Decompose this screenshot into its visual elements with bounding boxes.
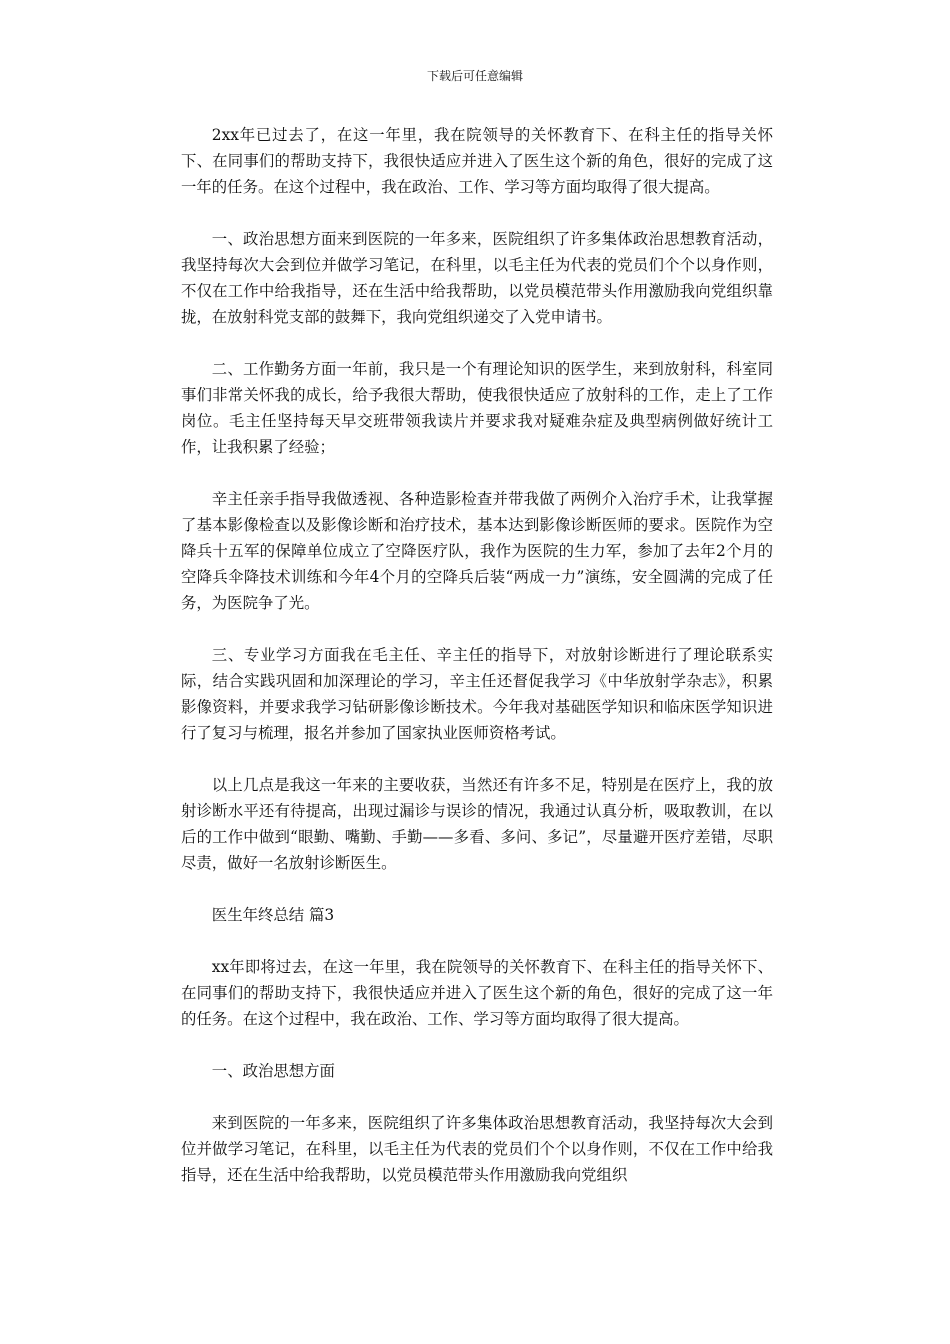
section-title: 医生年终总结 篇3 [211,906,335,924]
paragraph-2: 一、政治思想方面来到医院的一年多来，医院组织了许多集体政治思想教育活动，我坚持每次大会到位并做学习笔记，在科里，以毛主任为代表的党员们个个以身作则，不仅在工作中给我指导，还在生活中给我帮助，以党员模范带头作用激励我向党组织靠拢，在放射科党支部的鼓舞下，我向党组织递交了入党申请书。 [181,230,773,326]
paragraph-6: 以上几点是我这一年来的主要收获，当然还有许多不足，特别是在医疗上，我的放射诊断水平还有待提高，出现过漏诊与误诊的情况，我通过认真分析，吸取教训，在以后的工作中做到“眼勤、嘴勤、手勤——多看、多问、多记”，尽量避开医疗差错，尽职尽责，做好一名放射诊断医生。 [181,776,773,872]
paragraph-3: 二、工作勤务方面一年前，我只是一个有理论知识的医学生，来到放射科，科室同事们非常关怀我的成长，给予我很大帮助，使我很快适应了放射科的工作，走上了工作岗位。毛主任坚持每天早交班带领我读片并要求我对疑难杂症及典型病例做好统计工作，让我积累了经验； [181,360,773,456]
paragraph-1: 2xx年已过去了，在这一年里，我在院领导的关怀教育下、在科主任的指导关怀下、在同事们的帮助支持下，我很快适应并进入了医生这个新的角色，很好的完成了这一年的任务。在这个过程中，我在政治、工作、学习等方面均取得了很大提高。 [181,126,773,196]
paragraph-7: xx年即将过去，在这一年里，我在院领导的关怀教育下、在科主任的指导关怀下、在同事们的帮助支持下，我很快适应并进入了医生这个新的角色，很好的完成了这一年的任务。在这个过程中，我在政治、工作、学习等方面均取得了很大提高。 [181,958,773,1028]
paragraph-5: 三、专业学习方面我在毛主任、辛主任的指导下，对放射诊断进行了理论联系实际，结合实践巩固和加深理论的学习，辛主任还督促我学习《中华放射学杂志》，积累影像资料，并要求我学习钻研影像诊断技术。今年我对基础医学知识和临床医学知识进行了复习与梳理，报名并参加了国家执业医师资格考试。 [181,646,773,742]
document-body [181,122,773,1214]
subheading: 一、政治思想方面 [211,1062,335,1080]
paragraph-4: 辛主任亲手指导我做透视、各种造影检查并带我做了两例介入治疗手术，让我掌握了基本影像检查以及影像诊断和治疗技术，基本达到影像诊断医师的要求。医院作为空降兵十五军的保障单位成立了空降医疗队，我作为医院的生力军，参加了去年2个月的空降兵伞降技术训练和今年4个月的空降兵后装“两成一力”演练，安全圆满的完成了任务，为医院争了光。 [181,490,773,612]
paragraph-8: 来到医院的一年多来，医院组织了许多集体政治思想教育活动，我坚持每次大会到位并做学习笔记，在科里，以毛主任为代表的党员们个个以身作则，不仅在工作中给我指导，还在生活中给我帮助，以党员模范带头作用激励我向党组织 [181,1114,773,1184]
page-header-note: 下载后可任意编辑 [426,69,523,83]
